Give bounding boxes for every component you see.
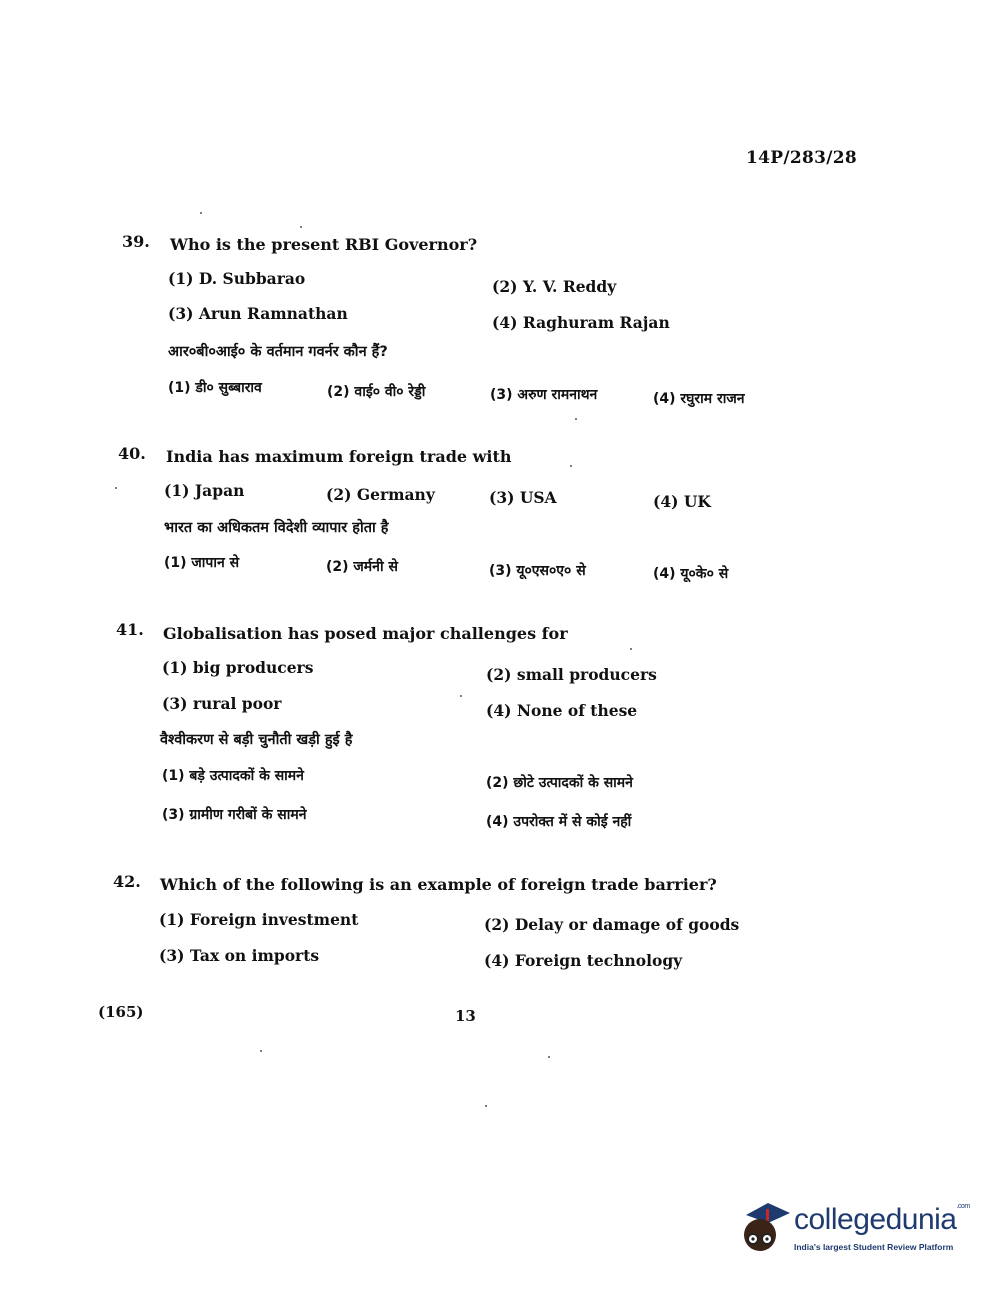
option-2: (2) Germany <box>326 485 435 504</box>
option-1: (1) Japan <box>164 481 245 500</box>
scan-speck <box>575 418 577 420</box>
scan-speck <box>548 1056 550 1058</box>
hindi-option-1: (1) जापान से <box>164 555 240 571</box>
mascot-icon <box>738 1195 794 1259</box>
scan-speck <box>570 465 572 467</box>
scan-speck <box>300 226 302 228</box>
scan-speck <box>115 487 117 489</box>
hindi-option-3: (3) ग्रामीण गरीबों के सामने <box>162 807 307 823</box>
question-text-hindi: वैश्वीकरण से बड़ी चुनौती खड़ी हुई है <box>160 732 353 748</box>
scan-speck <box>200 212 202 214</box>
collegedunia-logo <box>738 1195 968 1265</box>
option-1: (1) big producers <box>162 658 314 677</box>
question-text: Globalisation has posed major challenges for <box>163 624 568 643</box>
question-text-hindi: आर०बी०आई० के वर्तमान गवर्नर कौन हैं? <box>168 344 388 360</box>
option-2: (2) Y. V. Reddy <box>492 277 617 296</box>
hindi-option-2: (2) जर्मनी से <box>326 559 398 575</box>
question-text: India has maximum foreign trade with <box>166 447 512 466</box>
option-4: (4) Raghuram Rajan <box>492 313 670 332</box>
option-3: (3) Tax on imports <box>159 946 320 965</box>
scan-speck <box>485 1105 487 1107</box>
question-number: 40. <box>118 444 146 463</box>
question-text: Which of the following is an example of foreign trade barrier? <box>160 875 717 894</box>
page-number: 13 <box>455 1007 476 1025</box>
hindi-option-1: (1) बड़े उत्पादकों के सामने <box>162 768 304 784</box>
hindi-option-3: (3) यू०एस०ए० से <box>489 563 586 579</box>
option-2: (2) Delay or damage of goods <box>484 915 740 934</box>
hindi-option-2: (2) छोटे उत्पादकों के सामने <box>486 775 633 791</box>
scan-speck <box>630 648 632 650</box>
option-1: (1) Foreign investment <box>159 910 359 929</box>
option-1: (1) D. Subbarao <box>168 269 306 288</box>
paper-code: 14P/283/28 <box>746 148 858 168</box>
question-text: Who is the present RBI Governor? <box>170 235 478 254</box>
option-3: (3) USA <box>489 488 557 507</box>
brand-tagline: India's largest Student Review Platform <box>794 1242 954 1252</box>
option-3: (3) rural poor <box>162 694 282 713</box>
question-number: 42. <box>113 872 141 891</box>
footer-code: (165) <box>98 1003 144 1021</box>
hindi-option-3: (3) अरुण रामनाथन <box>490 387 598 403</box>
option-4: (4) None of these <box>486 701 638 720</box>
hindi-option-2: (2) वाई० वी० रेड्डी <box>327 384 426 400</box>
question-number: 41. <box>116 620 144 639</box>
option-4: (4) Foreign technology <box>484 951 683 970</box>
hindi-option-1: (1) डी० सुब्बाराव <box>168 380 262 396</box>
hindi-option-4: (4) यू०के० से <box>653 566 729 582</box>
question-number: 39. <box>122 232 150 251</box>
option-2: (2) small producers <box>486 665 657 684</box>
option-3: (3) Arun Ramnathan <box>168 304 348 323</box>
option-4: (4) UK <box>653 492 711 511</box>
hindi-option-4: (4) रघुराम राजन <box>653 391 745 407</box>
question-text-hindi: भारत का अधिकतम विदेशी व्यापार होता है <box>164 520 389 536</box>
scan-speck <box>260 1050 262 1052</box>
scan-speck <box>460 695 462 697</box>
hindi-option-4: (4) उपरोक्त में से कोई नहीं <box>486 814 632 830</box>
brand-name: collegedunia$^{.com}$ <box>794 1203 970 1236</box>
